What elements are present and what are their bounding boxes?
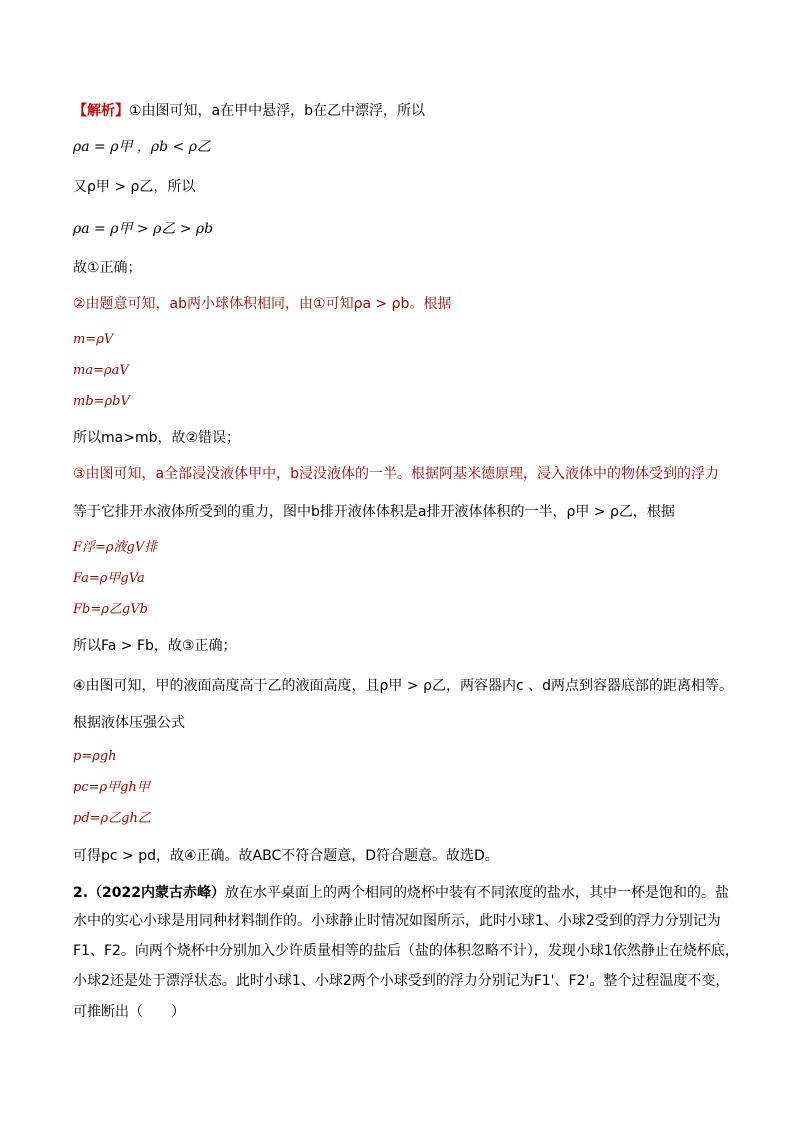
analysis-line-18: 根据液体压强公式: [73, 715, 185, 731]
question-2-line-4: 小球2还是处于漂浮状态。此时小球1、小球2两个小球受到的浮力分别记为F1'、F2'。整个过程温度不变，: [73, 973, 730, 989]
formula-f-buoy: F浮=ρ液gV排: [73, 540, 158, 555]
formula-fa: Fa=ρ甲gVa: [73, 571, 145, 586]
analysis-line-3: 又ρ甲 > ρ乙，所以: [73, 179, 196, 195]
formula-mb: mb=ρbV: [73, 394, 130, 409]
formula-p: p=ρgh: [73, 749, 117, 764]
analysis-tag: 【解析】: [73, 103, 129, 119]
analysis-line-16: 所以Fa > Fb，故③正确；: [73, 638, 237, 654]
formula-fb: Fb=ρ乙gVb: [73, 602, 148, 617]
question-2-line-5: 可推断出（ ）: [73, 1004, 185, 1020]
question-source: （2022内蒙古赤峰）: [88, 885, 226, 901]
analysis-line-11: ③由图可知，a全部浸没液体甲中，b浸没液体的一半。根据阿基米德原理，浸入液体中的物体受到的浮力: [73, 466, 720, 482]
formula-ma: ma=ρaV: [73, 363, 129, 378]
analysis-line-4: ρa = ρ甲 > ρ乙 > ρb: [73, 221, 214, 237]
analysis-line-10: 所以ma>mb，故②错误；: [73, 430, 241, 446]
analysis-line-5: 故①正确；: [73, 260, 142, 276]
analysis-line-2: ρa = ρ甲 ，ρb < ρ乙: [73, 139, 211, 155]
question-2-line-1: 2.（2022内蒙古赤峰）放在水平桌面上的两个相同的烧杯中装有不同浓度的盐水，其中一杯是饱和的。盐: [73, 885, 730, 901]
analysis-line-17: ④由图可知，甲的液面高度高于乙的液面高度，且ρ甲 > ρ乙，两容器内c 、d两点到容器底部的距离相等。: [73, 678, 733, 694]
question-number: 2.: [73, 885, 89, 901]
analysis-line-6: ②由题意可知，ab两小球体积相同，由①可知ρa > ρb。根据: [73, 296, 452, 312]
question-2-line-3: F1、F2。向两个烧杯中分别加入少许质量相等的盐后（盐的体积忽略不计），发现小球1依然静止在烧杯底，: [73, 943, 739, 959]
question-2-line-2: 水中的实心小球是用同种材料制作的。小球静止时情况如图所示，此时小球1、小球2受到的浮力分别记为: [73, 913, 721, 929]
formula-m: m=ρV: [73, 332, 114, 347]
analysis-line-1: 【解析】①由图可知，a在甲中悬浮，b在乙中漂浮，所以: [73, 103, 426, 119]
formula-pc: pc=ρ甲gh甲: [73, 780, 150, 795]
analysis-line-22: 可得pc > pd，故④正确。故ABC不符合题意，D符合题意。故选D。: [73, 848, 499, 864]
analysis-line-12: 等于它排开水液体所受到的重力，图中b排开液体体积是a排开液体体积的一半，ρ甲 > ρ乙，根据: [73, 504, 675, 520]
formula-pd: pd=ρ乙gh乙: [73, 811, 151, 826]
